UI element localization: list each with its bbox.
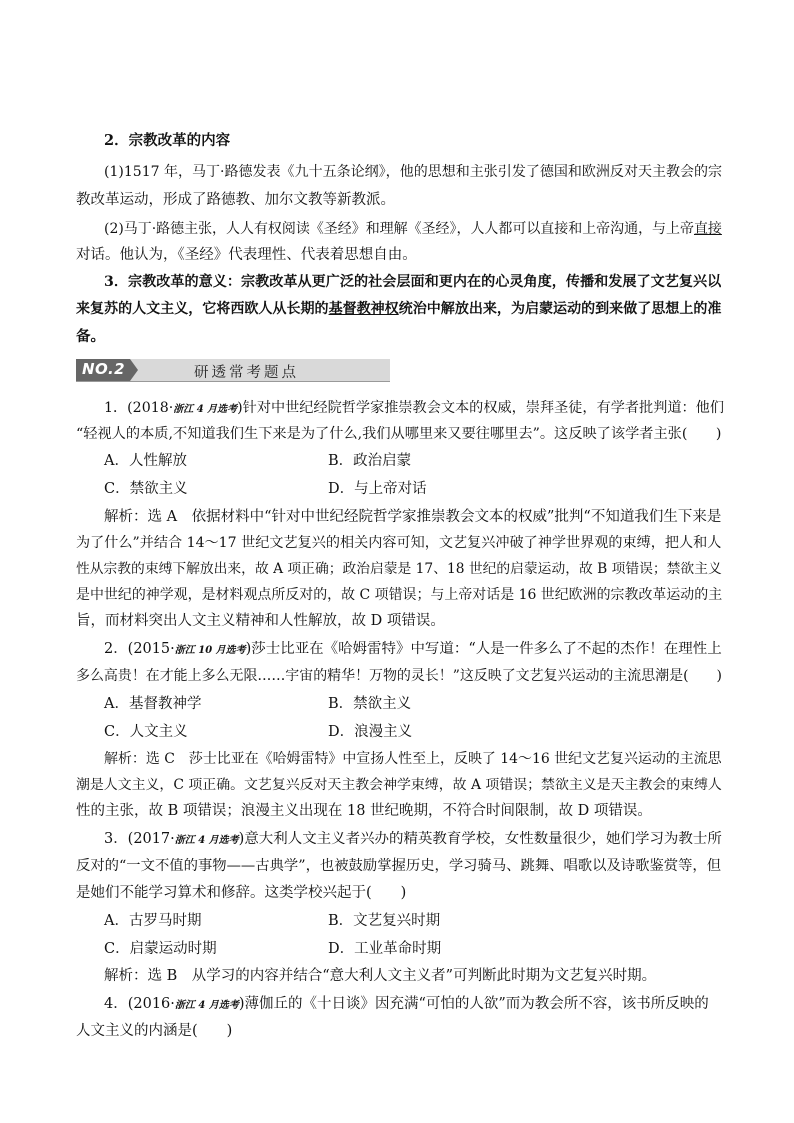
q3-stem-line3: 是她们不能学习算术和修辞。这类学校兴起于( ) <box>76 885 407 901</box>
reform-content-p1-line1: (1)1517 年，马丁·路德发表《九十五条论纲》，他的思想和主张引发了德国和欧洲反对天主教会的宗 <box>104 164 723 180</box>
section-badge <box>76 359 130 381</box>
reform-significance-text-c: 统治中解放出来，为启蒙运动的到来做了思想上的准 <box>398 301 722 317</box>
reform-content-p1-line2: 教改革运动，形成了路德教、加尔文教等新教派。 <box>76 192 395 208</box>
section-badge-arrow <box>130 359 138 381</box>
q1-text: )针对中世纪经院哲学家推崇教会文本的权威，崇拜圣徒，有学者批判道：他们 <box>237 400 724 416</box>
q4-stem-line1 <box>104 994 709 1016</box>
q1-analysis-line4: 是中世纪的神学观，是材料观点所反对的，故 C 项错误；与上帝对话是 16 世纪欧洲的宗教改革运动的主 <box>76 587 723 603</box>
q2-text: )莎士比亚在《哈姆雷特》中写道：“人是一件多么了不起的杰作！在理性上 <box>245 641 722 657</box>
reform-significance-line2 <box>76 299 721 319</box>
q2-option-b[interactable]: B．禁欲主义 <box>328 696 412 712</box>
q2-analysis-line1: 解析：选 C 莎士比亚在《哈姆雷特》中宣扬人性至上，反映了 14～16 世纪文艺复兴运动的主流思 <box>104 751 722 767</box>
q2-source: 浙江 10 月选考 <box>174 645 246 656</box>
section-title: 研透常考题点 <box>194 365 299 381</box>
q1-option-b[interactable]: B．政治启蒙 <box>328 453 412 469</box>
q2-analysis-line2: 潮是人文主义，C 项正确。文艺复兴反对天主教会神学束缚，故 A 项错误；禁欲主义是天主教会的束缚人 <box>76 777 722 793</box>
q2-number: 2．(2015· <box>104 641 175 657</box>
q3-option-d[interactable]: D．工业革命时期 <box>328 941 442 957</box>
q1-stem-line1 <box>104 398 724 420</box>
reform-content-heading: 2．宗教改革的内容 <box>104 132 231 149</box>
q3-option-a[interactable]: A．古罗马时期 <box>104 913 202 929</box>
reform-significance-text-a: 来复苏的人文主义，它将西欧人从长期的 <box>76 301 329 317</box>
q1-number: 1．(2018· <box>104 400 174 416</box>
q2-stem-line2: 多么高贵！在才能上多么无限……宇宙的精华！万物的灵长！”这反映了文艺复兴运动的主流思潮是( ) <box>76 668 722 684</box>
q3-source: 浙江 4 月选考 <box>174 835 239 846</box>
q2-option-d[interactable]: D．浪漫主义 <box>328 724 413 740</box>
reform-content-p2-line1 <box>104 219 722 239</box>
q2-analysis-line3: 性的主张，故 B 项错误；浪漫主义出现在 18 世纪晚期，不符合时间限制，故 D 项错误。 <box>76 803 652 819</box>
q1-analysis-line3: 性从宗教的束缚下解放出来，故 A 项正确；政治启蒙是 17、18 世纪的启蒙运动，故 B 项错误；禁欲主义 <box>76 561 722 577</box>
q4-stem-line2: 人文主义的内涵是( ) <box>76 1023 233 1039</box>
reform-content-p2-line2: 对话。他认为，《圣经》代表理性、代表着思想自由。 <box>76 247 417 263</box>
q4-text: )薄伽丘的《十日谈》因充满“可怕的人欲”而为教会所不容，该书所反映的 <box>238 996 709 1012</box>
q1-analysis-line5: 旨，而材料突出人文主义精神和人性解放，故 D 项错误。 <box>76 613 445 629</box>
reform-content-p2-underlined: 直接 <box>693 221 722 237</box>
q4-number: 4．(2016· <box>104 996 175 1012</box>
reform-significance-line1: 3．宗教改革的意义：宗教改革从更广泛的社会层面和更内在的心灵角度，传播和发展了文艺复兴以 <box>104 274 722 290</box>
q3-stem-line2: 反对的“一文不值的事物——古典学”，也被鼓励掌握历史，学习骑马、跳舞、唱歌以及诗歌鉴赏等，但 <box>76 858 722 874</box>
q3-analysis-line1: 解析：选 B 从学习的内容并结合“意大利人文主义者”可判断此时期为文艺复兴时期。 <box>104 968 657 984</box>
q3-stem-line1 <box>104 829 722 851</box>
q1-source: 浙江 4 月选考 <box>173 404 238 415</box>
q4-source: 浙江 4 月选考 <box>174 1000 239 1011</box>
q2-option-c[interactable]: C．人文主义 <box>104 724 188 740</box>
q1-option-c[interactable]: C．禁欲主义 <box>104 481 188 497</box>
q1-option-a[interactable]: A．人性解放 <box>104 453 187 469</box>
reform-content-p2-text: (2)马丁·路德主张，人人有权阅读《圣经》和理解《圣经》，人人都可以直接和上帝沟通，与上帝 <box>104 221 694 237</box>
reform-significance-line3: 备。 <box>76 328 105 345</box>
q1-analysis-line2: 为了什么”并结合 14～17 世纪文艺复兴的相关内容可知，文艺复兴冲破了神学世界观的束缚，把人和人 <box>76 535 722 551</box>
q1-stem-line2: “轻视人的本质,不知道我们生下来是为了什么,我们从哪里来又要往哪里去”。这反映了该学者主张( ) <box>76 426 722 442</box>
q2-option-a[interactable]: A．基督教神学 <box>104 696 202 712</box>
q2-stem-line1 <box>104 639 722 661</box>
q3-option-b[interactable]: B．文艺复兴时期 <box>328 913 441 929</box>
reform-significance-underlined: 基督教神权 <box>328 301 399 317</box>
section-header <box>76 359 390 382</box>
q1-option-d[interactable]: D．与上帝对话 <box>328 481 427 497</box>
q3-number: 3．(2017· <box>104 831 175 847</box>
q3-option-c[interactable]: C．启蒙运动时期 <box>104 941 217 957</box>
q1-analysis-line1: 解析：选 A 依据材料中“针对中世纪经院哲学家推崇教会文本的权威”批判“不知道我们生下来是 <box>104 509 722 525</box>
q3-text: )意大利人文主义者兴办的精英教育学校，女性数量很少，她们学习为教士所 <box>238 831 722 847</box>
section-badge-label: NO.2 <box>82 360 126 378</box>
